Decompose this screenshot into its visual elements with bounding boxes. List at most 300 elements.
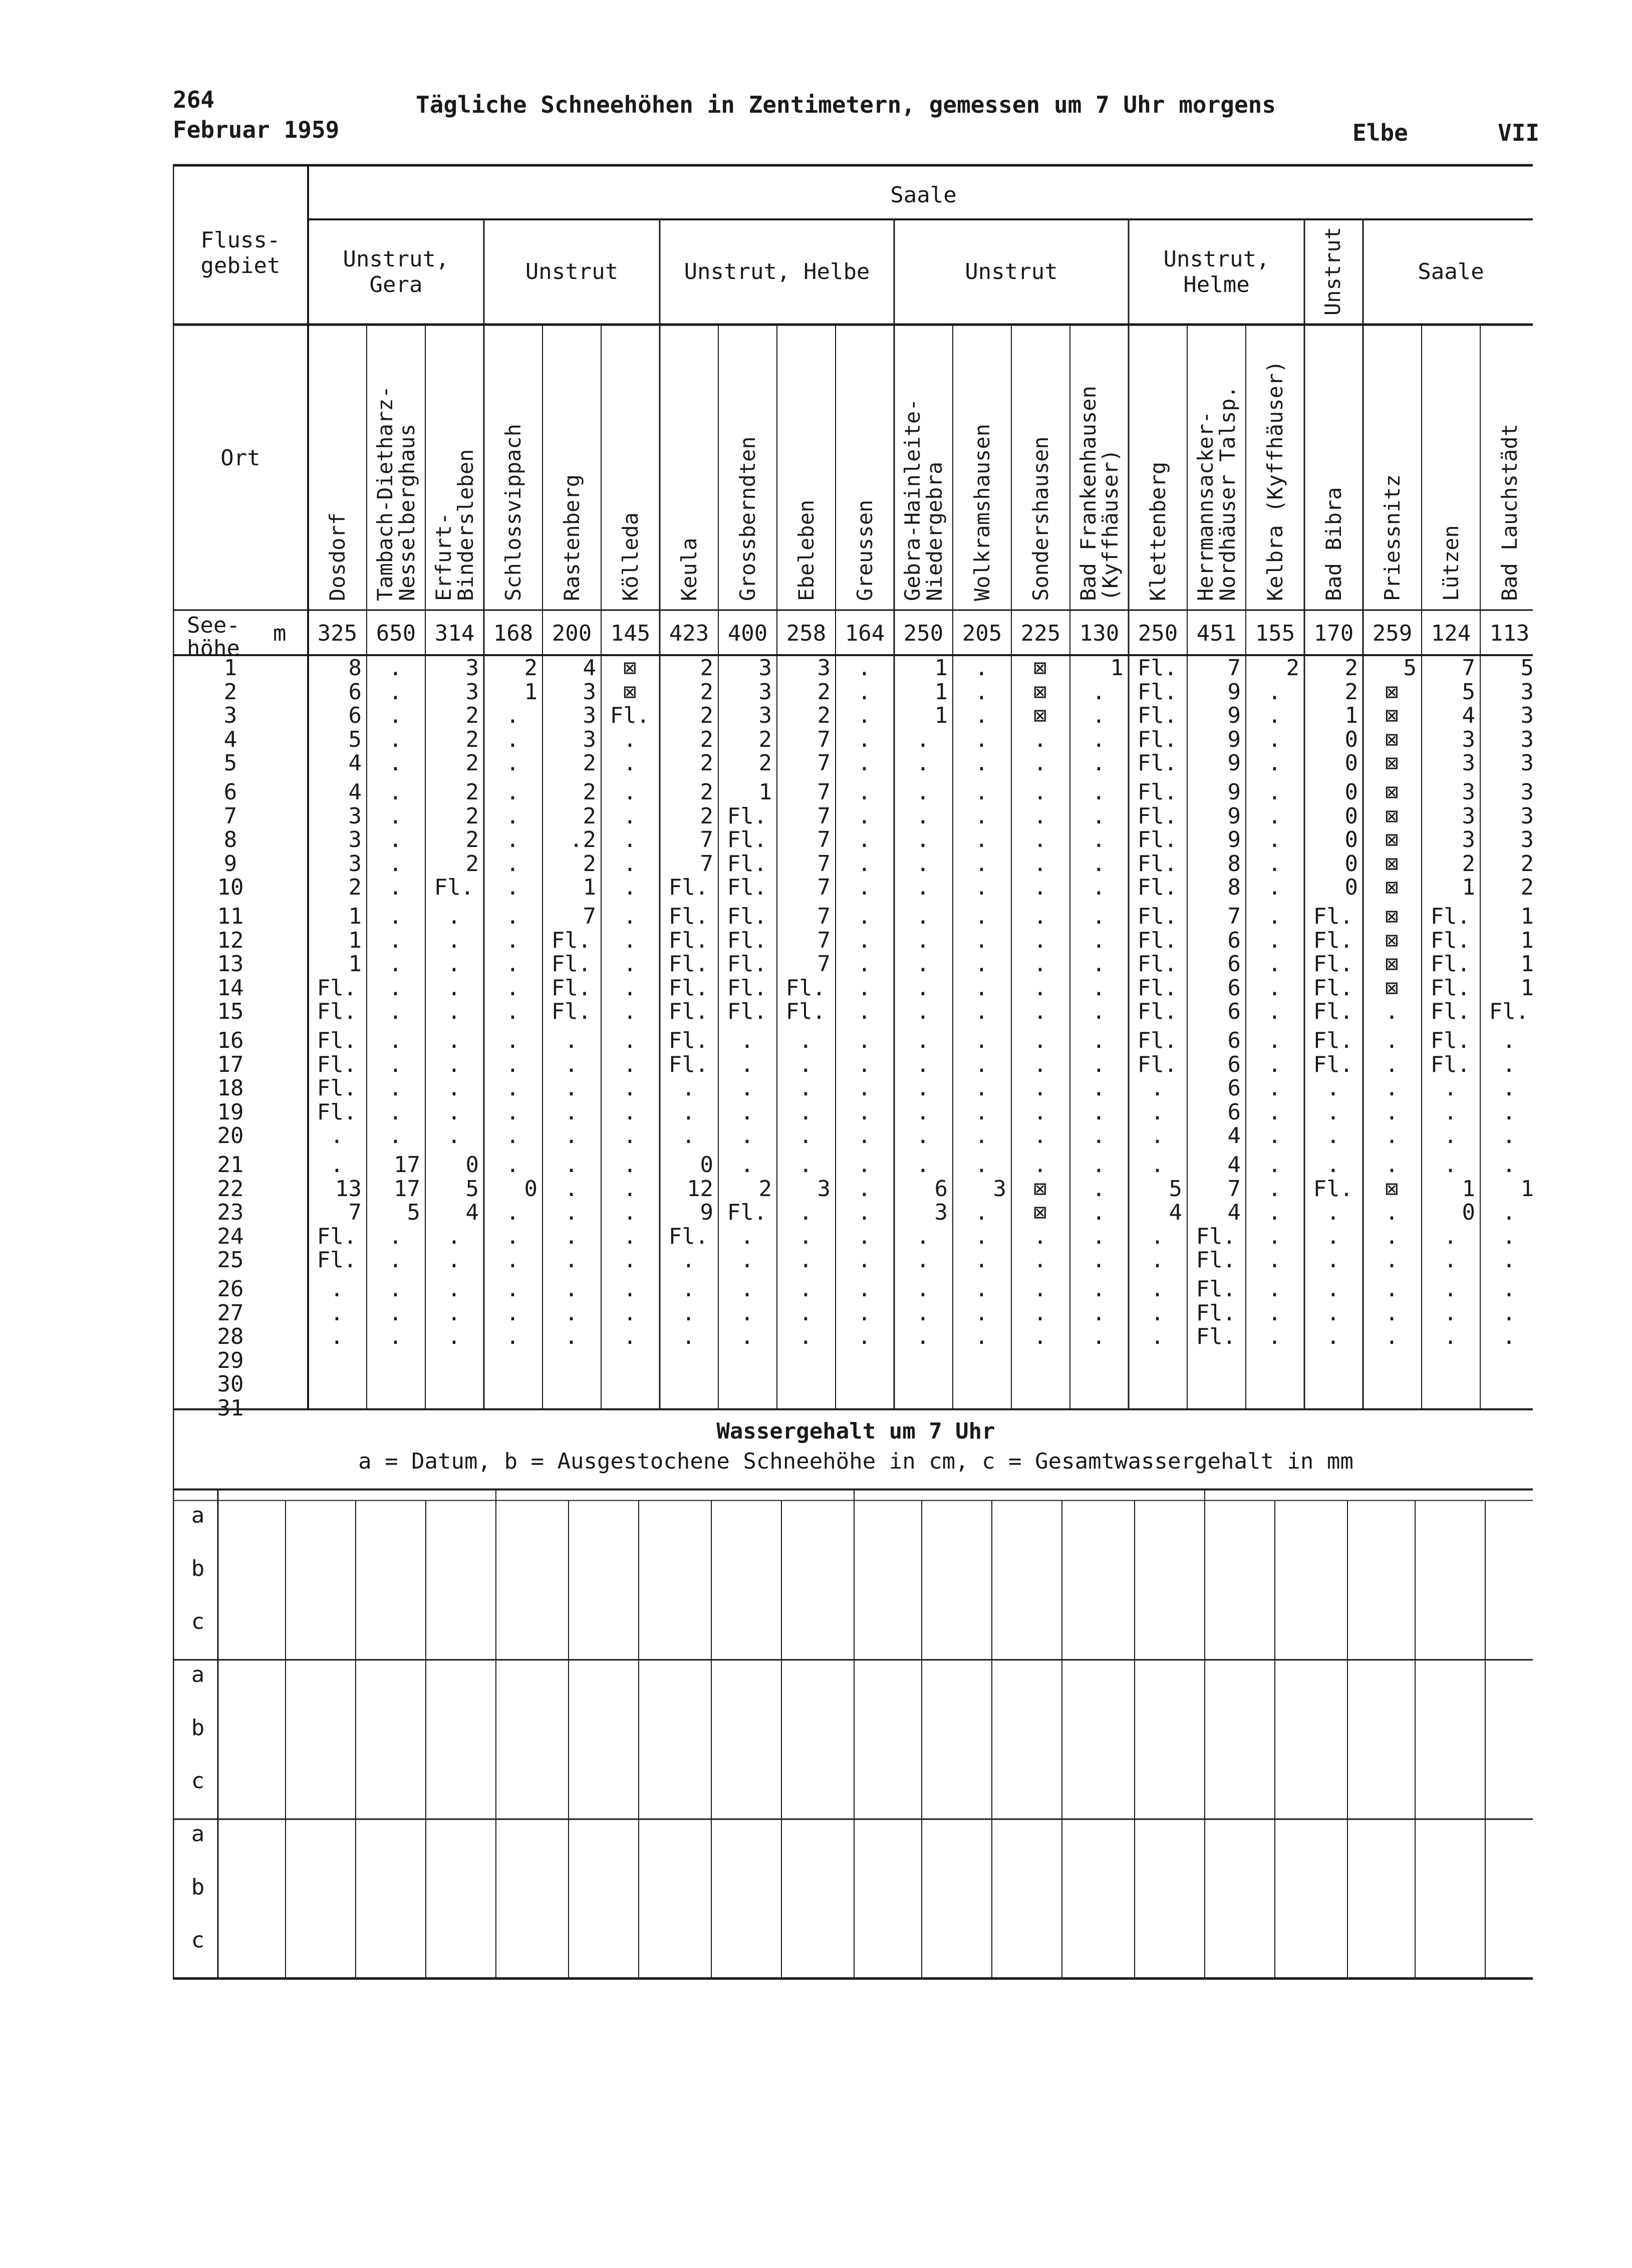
- snow-depth-cell: 7: [817, 850, 831, 877]
- snow-depth-cell: .: [1268, 1300, 1281, 1326]
- snow-depth-cell: .: [330, 1300, 344, 1326]
- snow-depth-cell: .: [565, 1300, 578, 1326]
- snow-depth-cell: .: [916, 875, 930, 901]
- group-label: Unstrut, Helbe: [684, 259, 870, 285]
- snow-depth-cell: Fl.: [727, 975, 767, 1001]
- snow-depth-cell: .: [623, 1152, 637, 1178]
- snow-depth-cell: 5: [348, 726, 362, 752]
- snow-depth-cell: Fl.: [1137, 750, 1178, 776]
- snow-depth-cell: .: [916, 904, 930, 929]
- snow-depth-cell: .: [916, 975, 930, 1001]
- snow-depth-table: [173, 159, 1533, 1988]
- snow-depth-cell: 1: [1520, 927, 1534, 953]
- snow-depth-cell: .: [1033, 875, 1047, 901]
- snow-depth-cell: ⊠: [1385, 803, 1399, 829]
- snow-depth-cell: Fl.: [1313, 904, 1353, 929]
- snow-depth-cell: 3: [758, 679, 772, 705]
- snow-depth-cell: .: [1268, 1028, 1281, 1053]
- snow-depth-cell: .: [916, 1247, 930, 1273]
- snow-depth-cell: .: [506, 703, 519, 729]
- snow-depth-cell: .: [565, 1099, 578, 1125]
- snow-depth-cell: 9: [1227, 679, 1241, 705]
- snow-depth-cell: Fl.: [1137, 703, 1178, 729]
- snow-depth-cell: Fl.: [1137, 1028, 1178, 1053]
- snow-depth-cell: 1: [934, 703, 948, 729]
- day-number: 9: [223, 850, 237, 877]
- snow-depth-cell: .: [1151, 1123, 1164, 1149]
- snow-depth-cell: .: [916, 927, 930, 953]
- snow-depth-cell: 12: [687, 1176, 713, 1202]
- snow-depth-cell: .: [1385, 1200, 1399, 1226]
- snow-depth-cell: .: [1092, 951, 1106, 977]
- snow-depth-cell: Fl.: [1313, 951, 1353, 977]
- snow-depth-cell: Fl.: [1137, 779, 1178, 805]
- snow-depth-cell: .: [1444, 1300, 1457, 1326]
- snow-depth-cell: .: [389, 951, 402, 977]
- snow-depth-cell: Fl.: [727, 827, 767, 853]
- snow-depth-cell: 4: [1169, 1200, 1182, 1226]
- snow-depth-cell: 1: [758, 779, 772, 805]
- snow-depth-cell: .: [975, 1223, 988, 1249]
- snow-depth-cell: .: [506, 1152, 519, 1178]
- snow-depth-cell: 4: [1227, 1123, 1241, 1149]
- snow-depth-cell: 3: [583, 679, 596, 705]
- snow-depth-cell: .: [565, 1247, 578, 1273]
- snow-depth-cell: .: [682, 1247, 695, 1273]
- snow-depth-cell: 6: [934, 1176, 948, 1202]
- snow-depth-cell: .: [1502, 1300, 1516, 1326]
- region-label: Elbe: [1352, 119, 1408, 146]
- snow-depth-cell: 1: [1462, 875, 1475, 901]
- snow-depth-cell: .: [975, 1152, 988, 1178]
- station-name: Bad Frankenhausen (Kyffhäuser): [1075, 386, 1123, 601]
- snow-depth-cell: 3: [1462, 827, 1475, 853]
- station-name: Bad Lauchstädt: [1497, 423, 1522, 601]
- snow-depth-cell: Fl.: [785, 999, 826, 1025]
- elevation-value: 130: [1079, 621, 1120, 646]
- snow-depth-cell: 2: [583, 779, 596, 805]
- day-number: 28: [217, 1324, 244, 1350]
- snow-depth-cell: .: [1268, 999, 1281, 1025]
- snow-depth-cell: .: [916, 1075, 930, 1101]
- snow-depth-cell: .: [975, 750, 988, 776]
- snow-depth-cell: .: [1092, 827, 1106, 853]
- snow-depth-cell: .: [799, 1123, 812, 1149]
- snow-depth-cell: 4: [1227, 1200, 1241, 1226]
- snow-depth-cell: Fl.: [1489, 999, 1529, 1025]
- snow-depth-cell: 3: [1462, 750, 1475, 776]
- snow-depth-cell: Fl.: [551, 951, 592, 977]
- snow-depth-cell: .: [1033, 1300, 1047, 1326]
- snow-depth-cell: .: [506, 975, 519, 1001]
- snow-depth-cell: .: [389, 703, 402, 729]
- station-name: Wolkramshausen: [969, 423, 994, 601]
- snow-depth-cell: .: [916, 1300, 930, 1326]
- snow-depth-cell: 3: [348, 827, 362, 853]
- snow-depth-cell: 2: [1344, 679, 1358, 705]
- day-number: 17: [217, 1051, 244, 1077]
- snow-depth-cell: Fl.: [668, 975, 709, 1001]
- group-label: Unstrut, Helme: [1163, 246, 1270, 298]
- snow-depth-cell: 3: [1520, 726, 1534, 752]
- snow-depth-cell: .: [623, 1123, 637, 1149]
- snow-depth-cell: Fl.: [727, 875, 767, 901]
- day-number: 25: [217, 1247, 244, 1273]
- snow-depth-cell: .: [1092, 1247, 1106, 1273]
- snow-depth-cell: 7: [1227, 1176, 1241, 1202]
- snow-depth-cell: .: [1151, 1324, 1164, 1350]
- snow-depth-cell: 0: [1344, 750, 1358, 776]
- water-row-label: b: [191, 1715, 205, 1741]
- snow-depth-cell: 6: [1227, 951, 1241, 977]
- snow-depth-cell: .: [447, 1123, 461, 1149]
- snow-depth-cell: .: [1092, 1051, 1106, 1077]
- snow-depth-cell: 0: [524, 1176, 537, 1202]
- snow-depth-cell: .: [506, 1223, 519, 1249]
- group-label: Saale: [1418, 259, 1484, 285]
- snow-depth-cell: .: [1385, 1223, 1399, 1249]
- snow-depth-cell: 8: [1227, 850, 1241, 877]
- snow-depth-cell: .: [858, 1247, 871, 1273]
- snow-depth-cell: .: [1444, 1099, 1457, 1125]
- snow-depth-cell: 3: [1520, 703, 1534, 729]
- snow-depth-cell: Fl.: [1313, 999, 1353, 1025]
- snow-depth-cell: .: [1033, 1075, 1047, 1101]
- snow-depth-cell: .: [975, 803, 988, 829]
- snow-depth-cell: Fl.: [727, 927, 767, 953]
- snow-depth-cell: .: [389, 679, 402, 705]
- volume-label: VII: [1498, 119, 1540, 146]
- snow-depth-cell: .: [1033, 904, 1047, 929]
- day-number: 11: [217, 904, 244, 929]
- elevation-value: 164: [845, 621, 885, 646]
- day-number: 24: [217, 1223, 244, 1249]
- snow-depth-cell: .: [1444, 1123, 1457, 1149]
- ort-label: Ort: [220, 445, 260, 471]
- snow-depth-cell: .: [1268, 1152, 1281, 1178]
- snow-depth-cell: .: [1092, 1200, 1106, 1226]
- snow-depth-cell: .: [506, 951, 519, 977]
- snow-depth-cell: .: [799, 1300, 812, 1326]
- snow-depth-cell: .: [1092, 1276, 1106, 1302]
- snow-depth-cell: 7: [700, 827, 713, 853]
- snow-depth-cell: .: [916, 1028, 930, 1053]
- snow-depth-cell: .: [858, 927, 871, 953]
- snow-depth-cell: .: [1444, 1075, 1457, 1101]
- snow-depth-cell: .: [447, 1276, 461, 1302]
- snow-depth-cell: .: [916, 999, 930, 1025]
- snow-depth-cell: .: [623, 1028, 637, 1053]
- snow-depth-cell: .: [447, 1028, 461, 1053]
- snow-depth-cell: ⊠: [1033, 703, 1047, 729]
- snow-depth-cell: .: [975, 1276, 988, 1302]
- snow-depth-cell: .: [447, 1075, 461, 1101]
- snow-depth-cell: .: [1151, 1247, 1164, 1273]
- snow-depth-cell: .: [858, 875, 871, 901]
- snow-depth-cell: 0: [1344, 803, 1358, 829]
- elevation-value: 124: [1431, 621, 1471, 646]
- snow-depth-cell: Fl.: [1196, 1247, 1236, 1273]
- snow-depth-cell: 3: [1520, 679, 1534, 705]
- snow-depth-cell: .: [389, 726, 402, 752]
- snow-depth-cell: Fl.: [1137, 850, 1178, 877]
- station-name: Schlossvippach: [500, 423, 525, 601]
- snow-depth-cell: .: [975, 1300, 988, 1326]
- station-name: Gebra-Hainleite- Niedergebra: [900, 398, 947, 601]
- snow-depth-cell: 2: [465, 850, 479, 877]
- snow-depth-cell: .: [565, 1176, 578, 1202]
- snow-depth-cell: 9: [700, 1200, 713, 1226]
- snow-depth-cell: .: [623, 827, 637, 853]
- station-name: Rastenberg: [559, 474, 584, 601]
- day-number: 20: [217, 1123, 244, 1149]
- snow-depth-cell: 3: [934, 1200, 948, 1226]
- seehoehe-unit: m: [273, 621, 287, 646]
- day-number: 21: [217, 1152, 244, 1178]
- snow-depth-cell: .: [1268, 951, 1281, 977]
- snow-depth-cell: .: [623, 803, 637, 829]
- snow-depth-cell: .: [1033, 1123, 1047, 1149]
- snow-depth-cell: .: [447, 1300, 461, 1326]
- snow-depth-cell: Fl.: [1430, 1051, 1471, 1077]
- water-row-label: c: [191, 1768, 205, 1794]
- snow-depth-cell: .: [1033, 726, 1047, 752]
- snow-depth-cell: .: [389, 1223, 402, 1249]
- snow-depth-cell: .: [389, 750, 402, 776]
- page-number: 264: [173, 86, 215, 113]
- snow-depth-cell: .: [1502, 1324, 1516, 1350]
- snow-depth-cell: .: [623, 750, 637, 776]
- snow-depth-cell: .: [1033, 951, 1047, 977]
- snow-depth-cell: .2: [570, 827, 596, 853]
- snow-depth-cell: .: [1092, 703, 1106, 729]
- snow-depth-cell: .: [506, 1051, 519, 1077]
- snow-depth-cell: .: [623, 951, 637, 977]
- elevation-value: 225: [1020, 621, 1061, 646]
- snow-depth-cell: .: [447, 1051, 461, 1077]
- snow-depth-cell: ⊠: [623, 679, 637, 705]
- snow-depth-cell: ⊠: [1385, 827, 1399, 853]
- snow-depth-cell: Fl.: [1313, 1051, 1353, 1077]
- snow-depth-cell: .: [623, 975, 637, 1001]
- snow-depth-cell: 3: [583, 703, 596, 729]
- snow-depth-cell: .: [1033, 1099, 1047, 1125]
- snow-depth-cell: .: [1151, 1300, 1164, 1326]
- snow-depth-cell: .: [975, 1051, 988, 1077]
- snow-depth-cell: Fl.: [1137, 875, 1178, 901]
- day-number: 29: [217, 1347, 244, 1373]
- snow-depth-cell: .: [916, 1276, 930, 1302]
- snow-depth-cell: .: [740, 1028, 754, 1053]
- snow-depth-cell: .: [506, 726, 519, 752]
- snow-depth-cell: .: [858, 1051, 871, 1077]
- snow-depth-cell: .: [506, 1247, 519, 1273]
- snow-depth-cell: .: [389, 1123, 402, 1149]
- snow-depth-cell: .: [1092, 1300, 1106, 1326]
- snow-depth-cell: .: [1502, 1075, 1516, 1101]
- snow-depth-cell: .: [389, 827, 402, 853]
- snow-depth-cell: 9: [1227, 703, 1241, 729]
- snow-depth-cell: 6: [1227, 975, 1241, 1001]
- snow-depth-cell: 6: [348, 703, 362, 729]
- snow-depth-cell: 5: [465, 1176, 479, 1202]
- snow-depth-cell: .: [1385, 1075, 1399, 1101]
- station-name: Erfurt- Bindersleben: [431, 449, 478, 601]
- day-number: 19: [217, 1099, 244, 1125]
- snow-depth-cell: .: [506, 1276, 519, 1302]
- snow-depth-cell: .: [1268, 1123, 1281, 1149]
- snow-depth-cell: 2: [758, 726, 772, 752]
- snow-depth-cell: .: [1092, 927, 1106, 953]
- snow-depth-cell: Fl.: [1137, 655, 1178, 681]
- snow-depth-cell: 7: [1462, 655, 1475, 681]
- snow-depth-cell: .: [389, 1028, 402, 1053]
- snow-depth-cell: 3: [758, 655, 772, 681]
- snow-depth-cell: .: [623, 999, 637, 1025]
- snow-depth-cell: 1: [348, 904, 362, 929]
- snow-depth-cell: .: [975, 951, 988, 977]
- snow-depth-cell: .: [1268, 1200, 1281, 1226]
- snow-depth-cell: Fl.: [668, 927, 709, 953]
- snow-depth-cell: .: [916, 803, 930, 829]
- snow-depth-cell: 4: [1462, 703, 1475, 729]
- station-name: Greussen: [852, 499, 877, 601]
- snow-depth-cell: .: [975, 875, 988, 901]
- snow-depth-cell: .: [565, 1152, 578, 1178]
- snow-depth-cell: 7: [817, 726, 831, 752]
- snow-depth-cell: 7: [1227, 904, 1241, 929]
- snow-depth-cell: .: [1326, 1324, 1340, 1350]
- snow-depth-cell: .: [1268, 779, 1281, 805]
- snow-depth-cell: 7: [700, 850, 713, 877]
- snow-depth-cell: .: [1385, 1152, 1399, 1178]
- snow-depth-cell: .: [1268, 904, 1281, 929]
- snow-depth-cell: .: [1092, 726, 1106, 752]
- snow-depth-cell: Fl.: [1137, 999, 1178, 1025]
- snow-depth-cell: .: [740, 1276, 754, 1302]
- snow-depth-cell: 3: [1462, 803, 1475, 829]
- station-name: Dosdorf: [325, 512, 350, 601]
- snow-depth-cell: .: [1268, 1075, 1281, 1101]
- snow-depth-cell: .: [623, 779, 637, 805]
- snow-depth-cell: .: [858, 655, 871, 681]
- snow-depth-cell: .: [858, 703, 871, 729]
- elevation-value: 258: [786, 621, 827, 646]
- snow-depth-cell: 2: [817, 679, 831, 705]
- snow-depth-cell: 1: [1520, 904, 1534, 929]
- snow-depth-cell: 1: [1520, 951, 1534, 977]
- snow-depth-cell: .: [623, 875, 637, 901]
- snow-depth-cell: 2: [758, 750, 772, 776]
- snow-depth-cell: Fl.: [727, 850, 767, 877]
- snow-depth-cell: .: [975, 927, 988, 953]
- snow-depth-cell: .: [858, 904, 871, 929]
- snow-depth-cell: 2: [700, 703, 713, 729]
- snow-depth-cell: .: [858, 1075, 871, 1101]
- snow-depth-cell: .: [916, 1051, 930, 1077]
- snow-depth-cell: Fl.: [317, 1075, 357, 1101]
- snow-depth-cell: .: [389, 927, 402, 953]
- snow-depth-cell: .: [447, 999, 461, 1025]
- day-number: 4: [223, 726, 237, 752]
- snow-depth-cell: Fl.: [727, 951, 767, 977]
- snow-depth-cell: .: [799, 1200, 812, 1226]
- snow-depth-cell: .: [1444, 1152, 1457, 1178]
- snow-depth-cell: .: [975, 1123, 988, 1149]
- snow-depth-cell: Fl.: [1196, 1324, 1236, 1350]
- snow-depth-cell: .: [623, 1223, 637, 1249]
- snow-depth-cell: Fl.: [551, 999, 592, 1025]
- snow-depth-cell: 4: [1227, 1152, 1241, 1178]
- snow-depth-cell: .: [623, 1300, 637, 1326]
- snow-depth-cell: .: [623, 850, 637, 877]
- snow-depth-cell: .: [447, 975, 461, 1001]
- snow-depth-cell: Fl.: [1137, 726, 1178, 752]
- snow-depth-cell: 3: [1520, 803, 1534, 829]
- snow-depth-cell: .: [1502, 1152, 1516, 1178]
- snow-depth-cell: .: [1092, 904, 1106, 929]
- snow-depth-cell: Fl.: [1137, 951, 1178, 977]
- snow-depth-cell: Fl.: [317, 1099, 357, 1125]
- snow-depth-cell: .: [1502, 1123, 1516, 1149]
- snow-depth-cell: .: [506, 1075, 519, 1101]
- snow-depth-cell: .: [330, 1324, 344, 1350]
- snow-depth-cell: .: [799, 1099, 812, 1125]
- snow-depth-cell: .: [389, 655, 402, 681]
- snow-depth-cell: .: [389, 1099, 402, 1125]
- snow-depth-cell: .: [1502, 1276, 1516, 1302]
- snow-depth-cell: .: [1326, 1123, 1340, 1149]
- snow-depth-cell: 2: [583, 850, 596, 877]
- water-row-label: b: [191, 1874, 205, 1900]
- snow-depth-cell: .: [1268, 1276, 1281, 1302]
- group-label: Unstrut: [965, 259, 1058, 285]
- snow-depth-cell: .: [447, 904, 461, 929]
- snow-depth-cell: .: [975, 726, 988, 752]
- snow-depth-cell: 2: [758, 1176, 772, 1202]
- snow-depth-cell: 2: [1520, 875, 1534, 901]
- snow-depth-cell: .: [858, 1028, 871, 1053]
- snow-depth-cell: 2: [1286, 655, 1299, 681]
- snow-depth-cell: .: [740, 1223, 754, 1249]
- snow-depth-cell: .: [975, 703, 988, 729]
- snow-depth-cell: 2: [700, 726, 713, 752]
- snow-depth-cell: 3: [817, 1176, 831, 1202]
- snow-depth-cell: 2: [583, 750, 596, 776]
- snow-depth-cell: .: [1033, 779, 1047, 805]
- snow-depth-cell: .: [740, 1152, 754, 1178]
- snow-depth-cell: 2: [817, 703, 831, 729]
- snow-depth-cell: 3: [758, 703, 772, 729]
- snow-depth-cell: 9: [1227, 827, 1241, 853]
- snow-depth-cell: .: [389, 1276, 402, 1302]
- page-title: Tägliche Schneehöhen in Zentimetern, gemessen um 7 Uhr morgens: [416, 91, 1276, 118]
- snow-depth-cell: .: [1033, 1028, 1047, 1053]
- snow-depth-cell: 0: [1462, 1200, 1475, 1226]
- snow-depth-cell: Fl.: [1430, 951, 1471, 977]
- snow-depth-cell: 7: [348, 1200, 362, 1226]
- snow-depth-cell: .: [1092, 779, 1106, 805]
- snow-depth-cell: .: [916, 1223, 930, 1249]
- snow-depth-cell: .: [389, 875, 402, 901]
- elevation-value: 650: [376, 621, 416, 646]
- group-label: Unstrut, Gera: [343, 246, 449, 298]
- snow-depth-cell: .: [858, 1276, 871, 1302]
- day-number: 10: [217, 875, 244, 901]
- snow-depth-cell: 3: [1520, 750, 1534, 776]
- day-number: 27: [217, 1300, 244, 1326]
- snow-depth-cell: 1: [348, 951, 362, 977]
